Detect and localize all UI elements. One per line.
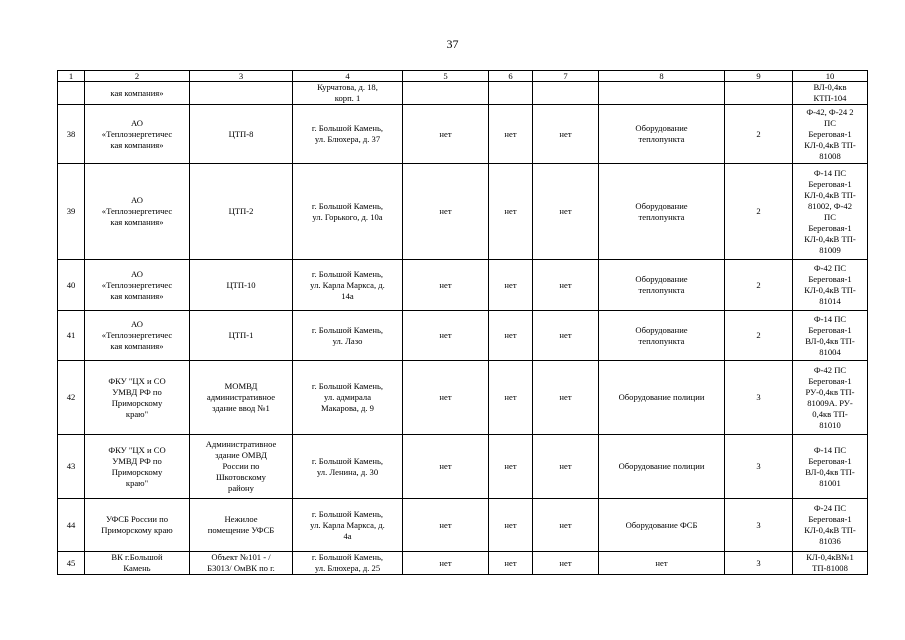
table-row [58,164,868,260]
equipment-cell [599,82,725,105]
organization-cell: АО «Теплоэнергетичес кая компания» [85,311,190,361]
category-cell: 2 [725,105,793,164]
row-number-cell: 38 [58,105,85,164]
address-cell: г. Большой Камень, ул. Блюхера, д. 37 [293,105,403,164]
cell-6-cell: нет [489,499,533,552]
row-number-cell [58,82,85,105]
organization-cell: ФКУ "ЦХ и СО УМВД РФ по Приморскому краю" [85,361,190,435]
feeder-line-cell: Ф-42 ПС Береговая-1 КЛ-0,4кВ ТП- 81014 [793,260,868,311]
feeder-line-cell: КЛ-0,4кВ№1 ТП-81008 [793,552,868,575]
cell-6-cell: нет [489,105,533,164]
organization-cell: ФКУ "ЦХ и СО УМВД РФ по Приморскому краю" [85,435,190,499]
cell-6-cell: нет [489,361,533,435]
feeder-line-cell: Ф-42 ПС Береговая-1 РУ-0,4кв ТП- 81009А. РУ- 0,4кв ТП- 81010 [793,361,868,435]
object-name-cell: Нежилое помещение УФСБ [190,499,293,552]
category-cell [725,82,793,105]
cell-6-cell: нет [489,552,533,575]
cell-6-cell: нет [489,435,533,499]
data-table [57,70,868,575]
category-cell: 2 [725,311,793,361]
page-number: 37 [446,37,459,51]
cell-5-cell: нет [403,552,489,575]
table-row [58,311,868,361]
cell-7-cell: нет [533,260,599,311]
feeder-line-cell: Ф-14 ПС Береговая-1 ВЛ-0,4кв ТП- 81001 [793,435,868,499]
cell-5-cell: нет [403,361,489,435]
cell-7-cell: нет [533,105,599,164]
feeder-line-cell: ВЛ-0,4кв КТП-104 [793,82,868,105]
category-cell: 2 [725,164,793,260]
equipment-cell: Оборудование полиции [599,435,725,499]
equipment-cell: нет [599,552,725,575]
organization-cell: кая компания» [85,82,190,105]
equipment-cell: Оборудование ФСБ [599,499,725,552]
category-cell: 3 [725,552,793,575]
table-row [58,105,868,164]
column-header: 4 [293,71,403,82]
category-cell: 3 [725,361,793,435]
object-name-cell [190,82,293,105]
address-cell: г. Большой Камень, ул. Горького, д. 10а [293,164,403,260]
header-row [58,71,868,82]
object-name-cell: Объект №101 - / Б3013/ ОмВК по г. [190,552,293,575]
cell-5-cell: нет [403,260,489,311]
cell-7-cell: нет [533,499,599,552]
organization-cell: АО «Теплоэнергетичес кая компания» [85,164,190,260]
feeder-line-cell: Ф-42, Ф-24 2 ПС Береговая-1 КЛ-0,4кВ ТП- 81008 [793,105,868,164]
object-name-cell: МОМВД административное здание ввод №1 [190,361,293,435]
cell-7-cell: нет [533,164,599,260]
cell-6-cell: нет [489,260,533,311]
column-header: 6 [489,71,533,82]
object-name-cell: ЦТП-2 [190,164,293,260]
row-number-cell: 44 [58,499,85,552]
equipment-cell: Оборудование теплопункта [599,164,725,260]
table-row [58,82,868,105]
cell-5-cell: нет [403,164,489,260]
table-row [58,499,868,552]
cell-7-cell: нет [533,361,599,435]
category-cell: 3 [725,499,793,552]
column-header: 5 [403,71,489,82]
equipment-cell: Оборудование полиции [599,361,725,435]
equipment-cell: Оборудование теплопункта [599,260,725,311]
column-header: 7 [533,71,599,82]
column-header: 8 [599,71,725,82]
cell-7-cell [533,82,599,105]
row-number-cell: 41 [58,311,85,361]
organization-cell: АО «Теплоэнергетичес кая компания» [85,260,190,311]
table-row [58,552,868,575]
address-cell: г. Большой Камень, ул. Блюхера, д. 25 [293,552,403,575]
address-cell: г. Большой Камень, ул. адмирала Макарова, д. 9 [293,361,403,435]
feeder-line-cell: Ф-14 ПС Береговая-1 КЛ-0,4кВ ТП- 81002, Ф-42 ПС Береговая-1 КЛ-0,4кВ ТП- 81009 [793,164,868,260]
cell-7-cell: нет [533,552,599,575]
column-header: 9 [725,71,793,82]
table-row [58,435,868,499]
cell-7-cell: нет [533,435,599,499]
feeder-line-cell: Ф-14 ПС Береговая-1 ВЛ-0,4кв ТП- 81004 [793,311,868,361]
address-cell: г. Большой Камень, ул. Лазо [293,311,403,361]
organization-cell: УФСБ России по Приморскому краю [85,499,190,552]
object-name-cell: ЦТП-1 [190,311,293,361]
row-number-cell: 40 [58,260,85,311]
category-cell: 3 [725,435,793,499]
organization-cell: АО «Теплоэнергетичес кая компания» [85,105,190,164]
column-header: 1 [58,71,85,82]
cell-5-cell [403,82,489,105]
cell-5-cell: нет [403,311,489,361]
organization-cell: ВК г.Большой Камень [85,552,190,575]
object-name-cell: ЦТП-8 [190,105,293,164]
address-cell: г. Большой Камень, ул. Ленина, д. 30 [293,435,403,499]
address-cell: Курчатова, д. 18, корп. 1 [293,82,403,105]
column-header: 2 [85,71,190,82]
category-cell: 2 [725,260,793,311]
equipment-cell: Оборудование теплопункта [599,105,725,164]
object-name-cell: ЦТП-10 [190,260,293,311]
row-number-cell: 42 [58,361,85,435]
row-number-cell: 39 [58,164,85,260]
cell-5-cell: нет [403,499,489,552]
table-row [58,361,868,435]
row-number-cell: 43 [58,435,85,499]
equipment-cell: Оборудование теплопункта [599,311,725,361]
address-cell: г. Большой Камень, ул. Карла Маркса, д. 4а [293,499,403,552]
cell-5-cell: нет [403,435,489,499]
cell-6-cell [489,82,533,105]
cell-7-cell: нет [533,311,599,361]
column-header: 3 [190,71,293,82]
cell-6-cell: нет [489,164,533,260]
object-name-cell: Административное здание ОМВД России по Шкотовскому району [190,435,293,499]
address-cell: г. Большой Камень, ул. Карла Маркса, д. 14а [293,260,403,311]
feeder-line-cell: Ф-24 ПС Береговая-1 КЛ-0,4кВ ТП- 81036 [793,499,868,552]
column-header: 10 [793,71,868,82]
row-number-cell: 45 [58,552,85,575]
cell-5-cell: нет [403,105,489,164]
table-row [58,260,868,311]
cell-6-cell: нет [489,311,533,361]
